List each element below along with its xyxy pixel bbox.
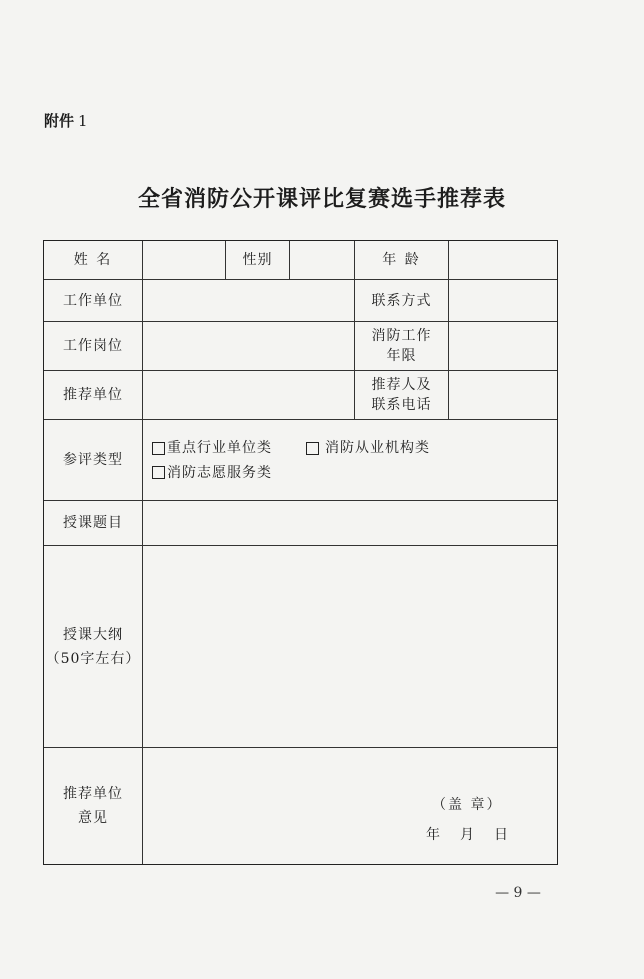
date-month: 月 — [460, 827, 476, 843]
option-key-industry-label: 重点行业单位类 — [167, 440, 272, 456]
recommender-line1: 推荐人及 — [371, 377, 432, 393]
fire-years-value[interactable] — [449, 322, 557, 370]
contact-label: 联系方式 — [371, 292, 432, 309]
outline-value[interactable] — [143, 546, 557, 747]
option-key-industry[interactable] — [152, 437, 272, 459]
age-value[interactable] — [449, 241, 557, 279]
category-label: 参评类型 — [63, 452, 123, 468]
option-fire-agency-label: 消防从业机构类 — [325, 440, 430, 456]
name-label: 姓 名 — [73, 252, 113, 268]
outline-line1: 授课大纲 — [63, 626, 123, 643]
work-post-value[interactable] — [143, 322, 354, 370]
gender-value[interactable] — [290, 241, 354, 279]
date-year: 年 — [426, 827, 442, 843]
checkbox-volunteer[interactable] — [152, 466, 165, 479]
fire-years-line1: 消防工作 — [371, 328, 432, 344]
name-value[interactable] — [143, 241, 225, 279]
outline-label — [44, 546, 142, 747]
recommending-unit-label: 推荐单位 — [63, 387, 123, 403]
category-options — [152, 437, 552, 486]
contact-value[interactable] — [449, 280, 557, 321]
date-line — [426, 824, 510, 844]
recommender-value[interactable] — [449, 371, 557, 419]
recommendation-form — [43, 240, 558, 865]
checkbox-key-industry[interactable] — [152, 442, 165, 455]
recommending-unit-value[interactable] — [143, 371, 354, 419]
course-title-label: 授课题目 — [63, 515, 123, 531]
option-volunteer-label: 消防志愿服务类 — [167, 464, 272, 481]
page-number: — 9 — — [495, 885, 541, 901]
attachment-text: 附件 — [44, 112, 75, 130]
option-volunteer[interactable] — [152, 462, 272, 484]
age-label: 年 龄 — [382, 252, 421, 268]
opinion-label — [44, 748, 142, 864]
page-title: 全省消防公开课评比复赛选手推荐表 — [137, 186, 506, 212]
outline-line2: （50字左右） — [45, 650, 141, 667]
opinion-line2: 意见 — [78, 810, 108, 826]
opinion-line1: 推荐单位 — [63, 786, 123, 802]
work-unit-value[interactable] — [143, 280, 354, 321]
fire-years-label — [355, 322, 448, 370]
attachment-number: 1 — [78, 112, 88, 130]
gender-label: 性别 — [242, 252, 273, 268]
attachment-label — [44, 110, 88, 131]
option-fire-agency[interactable] — [306, 437, 430, 459]
work-post-label: 工作岗位 — [63, 338, 123, 354]
date-day: 日 — [494, 827, 510, 843]
seal-text: （盖 章） — [432, 797, 503, 813]
recommender-line2: 联系电话 — [371, 397, 432, 413]
course-title-value[interactable] — [143, 501, 557, 545]
recommender-label — [355, 371, 448, 419]
work-unit-label: 工作单位 — [63, 292, 123, 309]
checkbox-fire-agency[interactable] — [306, 442, 319, 455]
fire-years-line2: 年限 — [386, 348, 417, 364]
